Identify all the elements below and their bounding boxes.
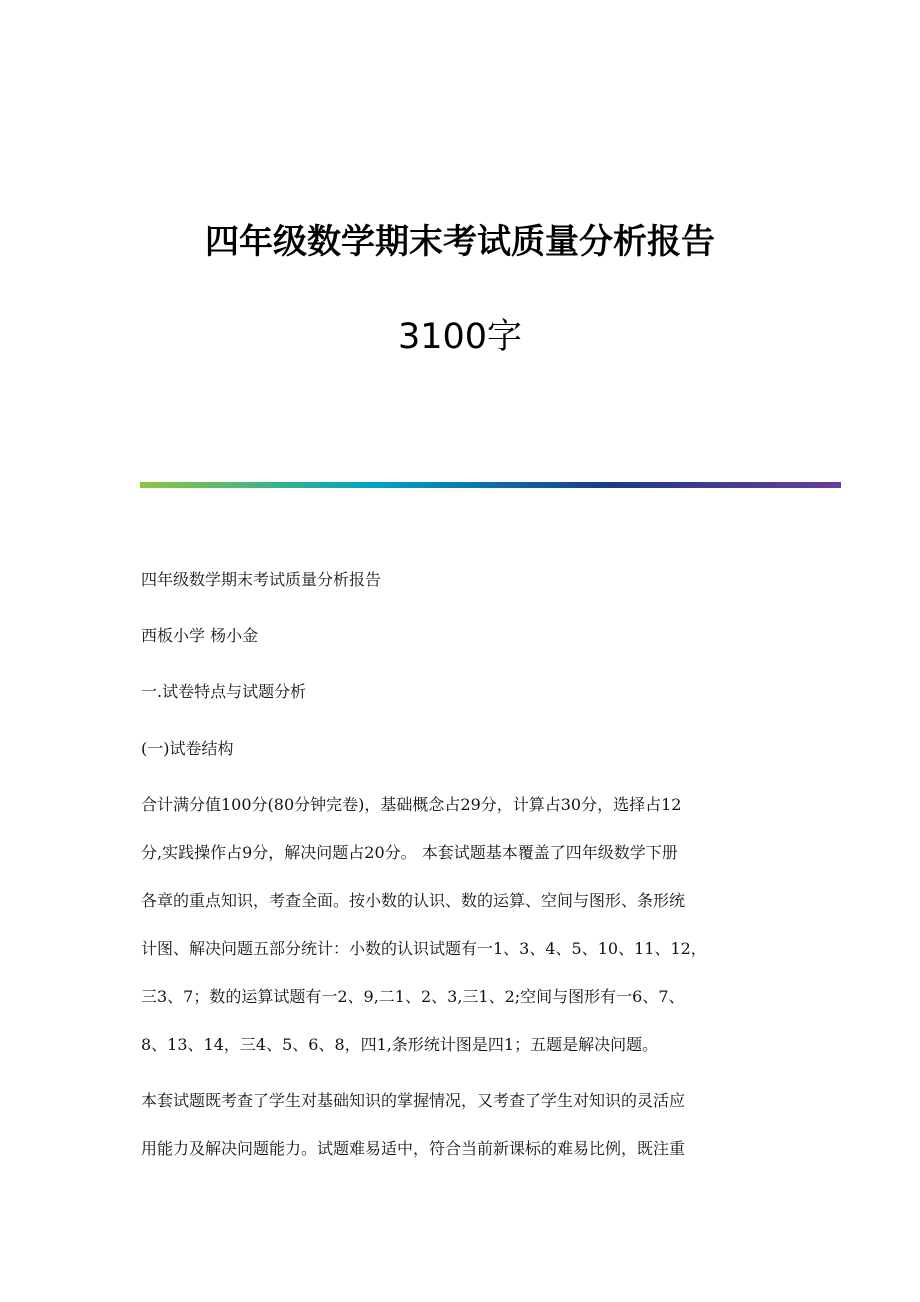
- subsection-heading: (一)试卷结构: [141, 739, 234, 758]
- document-subtitle-word-count: 3100字: [397, 317, 523, 357]
- body-line: 8、13、14，三4、5、6、8，四1,条形统计图是四1；五题是解决问题。: [141, 1035, 659, 1054]
- body-line: 四年级数学期末考试质量分析报告: [141, 570, 382, 589]
- body-line: 本套试题既考查了学生对基础知识的掌握情况，又考查了学生对知识的灵活应: [141, 1091, 686, 1110]
- body-line: 计图、解决问题五部分统计：小数的认识试题有一1、3、4、5、10、11、12，: [141, 939, 707, 958]
- body-line: 三3、7；数的运算试题有一2、9,二1、2、3,三1、2;空间与图形有一6、7、: [141, 987, 685, 1006]
- body-line: 西板小学 杨小金: [141, 626, 259, 645]
- body-line: 各章的重点知识，考查全面。按小数的认识、数的运算、空间与图形、条形统: [141, 891, 686, 910]
- section-heading: 一.试卷特点与试题分析: [141, 682, 307, 701]
- body-line: 合计满分值100分(80分钟完卷)，基础概念占29分，计算占30分，选择占12: [141, 795, 682, 814]
- gradient-divider: [140, 482, 841, 488]
- document-title: 四年级数学期末考试质量分析报告: [205, 222, 715, 262]
- body-line: 分,实践操作占9分，解决问题占20分。 本套试题基本覆盖了四年级数学下册: [141, 843, 678, 862]
- body-line: 用能力及解决问题能力。试题难易适中，符合当前新课标的难易比例，既注重: [141, 1139, 686, 1158]
